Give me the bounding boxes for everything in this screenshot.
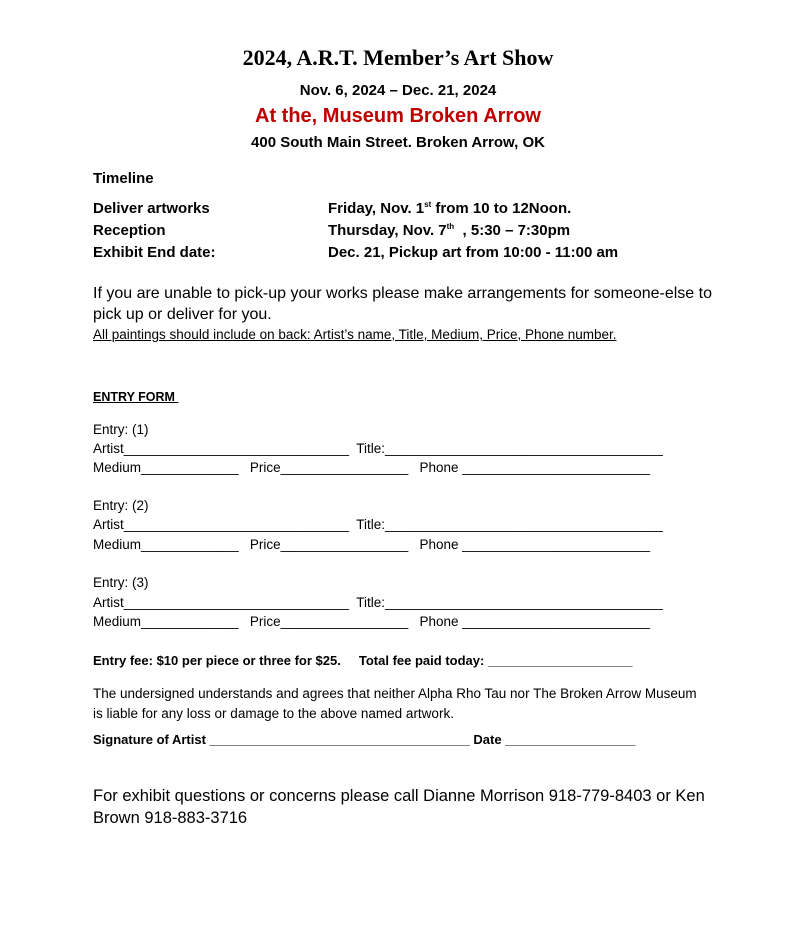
contact-info: For exhibit questions or concerns please call Dianne Morrison 918-779-8403 or Ken Brown 918-883-3716	[93, 787, 705, 827]
signature-line[interactable]: Signature of Artist ____________________________________ Date __________________	[93, 732, 636, 747]
timeline-value-deliver	[328, 200, 571, 217]
entry-2-artist-title-line[interactable]: Artist______________________________ Title:_____________________________________	[93, 517, 663, 532]
entry-1-artist-title-line[interactable]: Artist______________________________ Title:_____________________________________	[93, 441, 663, 456]
timeline-value-text: , 5:30 – 7:30pm	[454, 222, 571, 239]
venue-heading: At the, Museum Broken Arrow	[255, 105, 541, 127]
entry-3-label: Entry: (3)	[93, 575, 149, 590]
timeline-value-sup: st	[424, 200, 432, 209]
timeline-label-deliver: Deliver artworks	[93, 200, 210, 217]
timeline-value-end: Dec. 21, Pickup art from 10:00 - 11:00 am	[328, 244, 619, 261]
page-title: 2024, A.R.T. Member’s Art Show	[242, 45, 554, 70]
back-info-note: All paintings should include on back: Artist’s name, Title, Medium, Price, Phone number.	[93, 327, 617, 342]
show-dates: Nov. 6, 2024 – Dec. 21, 2024	[299, 82, 497, 99]
entry-3-artist-title-line[interactable]: Artist______________________________ Title:_____________________________________	[93, 595, 663, 610]
entry-1-label: Entry: (1)	[93, 422, 149, 437]
timeline-label-reception: Reception	[93, 222, 166, 239]
entry-2-medium-price-phone-line[interactable]: Medium_____________ Price_________________ Phone _________________________	[93, 537, 651, 552]
entry-3-medium-price-phone-line[interactable]: Medium_____________ Price_________________ Phone _________________________	[93, 614, 651, 629]
timeline-value-text: from 10 to 12Noon.	[431, 200, 572, 217]
entry-fee-line[interactable]: Entry fee: $10 per piece or three for $25. Total fee paid today: ____________________	[93, 653, 633, 668]
timeline-value-text: Thursday, Nov. 7	[328, 222, 447, 239]
venue-address: 400 South Main Street. Broken Arrow, OK	[251, 134, 545, 151]
timeline-value-reception	[328, 222, 570, 239]
timeline-value-sup: th	[446, 222, 455, 231]
entry-1-medium-price-phone-line[interactable]: Medium_____________ Price_________________ Phone _________________________	[93, 460, 651, 475]
timeline-heading: Timeline	[93, 170, 154, 187]
pickup-notice: If you are unable to pick-up your works please make arrangements for someone-else to pick up or deliver for you.	[93, 285, 712, 323]
liability-disclaimer: The undersigned understands and agrees that neither Alpha Rho Tau nor The Broken Arrow Museum is liable for any loss or damage to the above named artwork.	[93, 686, 697, 721]
entry-2-label: Entry: (2)	[93, 498, 149, 513]
entry-form-heading: ENTRY FORM	[93, 390, 179, 404]
timeline-value-text: Friday, Nov. 1	[328, 200, 425, 217]
timeline-label-end: Exhibit End date:	[93, 244, 216, 261]
